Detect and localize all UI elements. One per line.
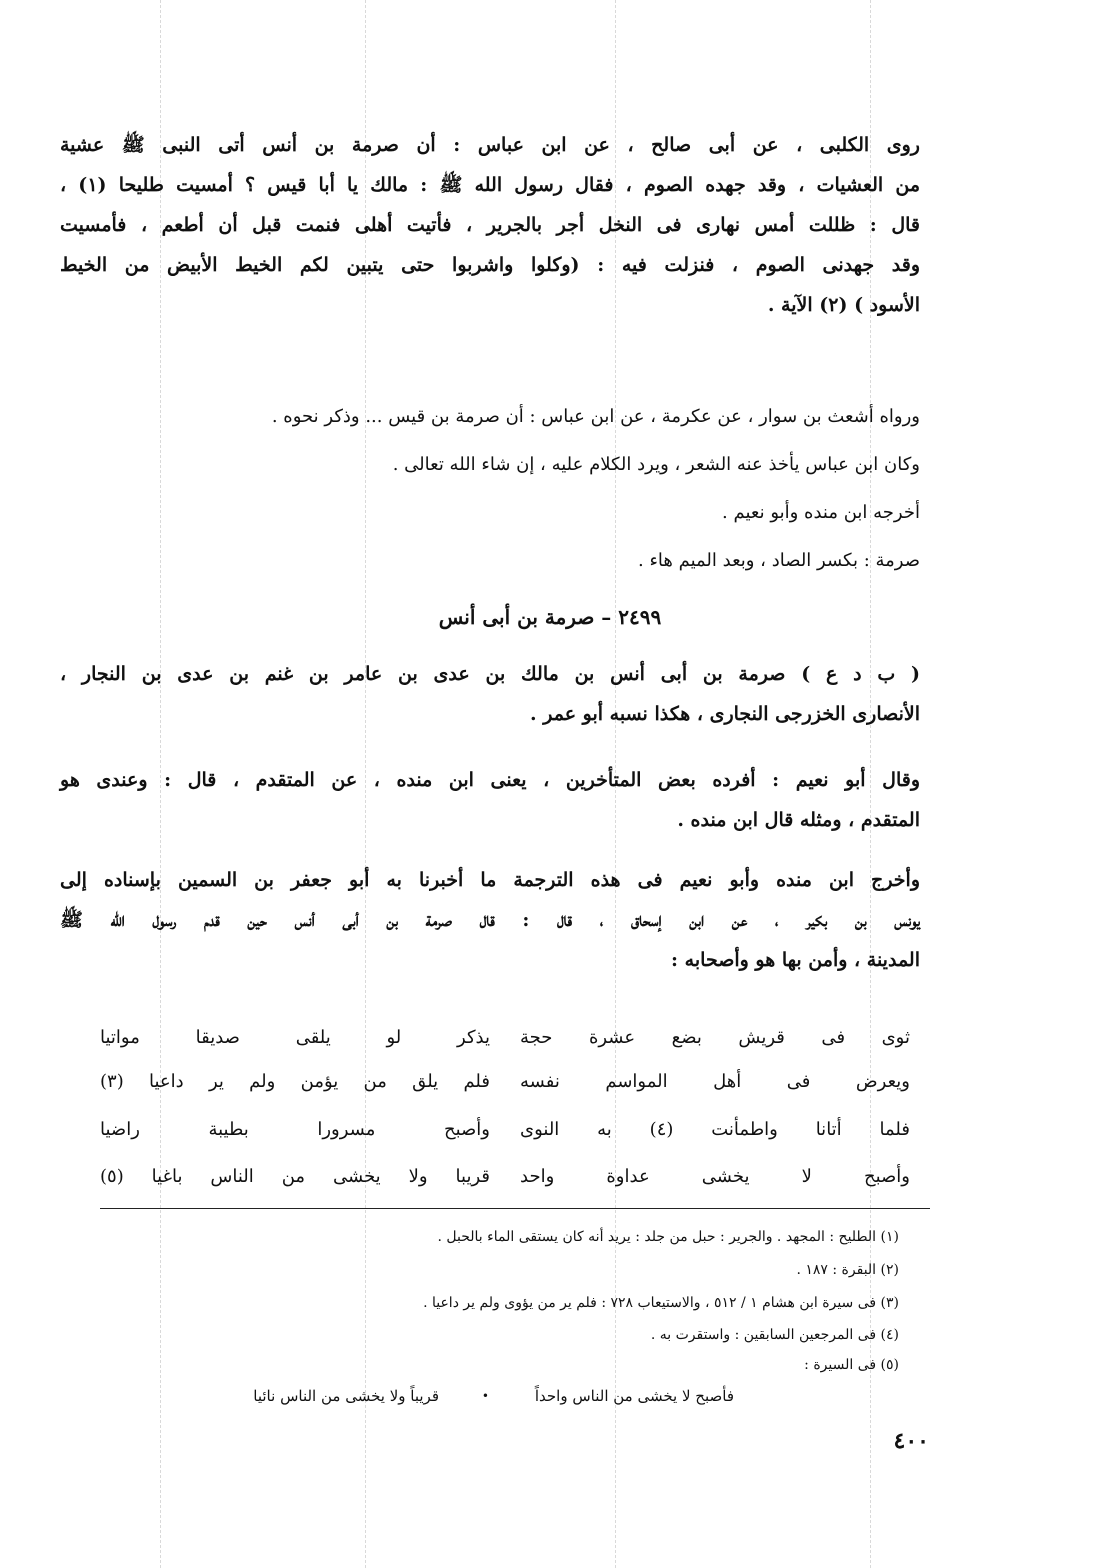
text-line: صرمة : بكسر الصاد ، وبعد الميم هاء . <box>638 550 920 571</box>
text-line: وأخرج ابن منده وأبو نعيم فى هذه الترجمة ما أخبرنا به أبو جعفر بن السمين بإسناده إلى <box>60 869 920 891</box>
page-number: ٤٠٠ <box>893 1428 929 1454</box>
entry-heading: ٢٤٩٩ – صرمة بن أبى أنس <box>438 605 662 629</box>
paragraph-narration <box>60 393 920 585</box>
text-line: الأسود ) (٢) الآية . <box>767 294 920 316</box>
footnote: (١) الطليح : المجهد . والجرير : حبل من جلد : يريد أنه كان يستقى الماء بالحبل . <box>437 1229 899 1245</box>
text-line: من العشيات ، وقد جهده الصوم ، فقال رسول الله ﷺ : مالك يا أبا قيس ؟ أمسيت طليحا (١) ، <box>60 174 920 196</box>
verse-first-hemistich: فلما أتانا واطمأنت (٤) به النوى <box>520 1119 910 1140</box>
text-line: أخرجه ابن منده وأبو نعيم . <box>722 502 920 523</box>
text-line: ( ب د ع ) صرمة بن أبى أنس بن مالك بن عدى بن عامر بن غنم بن عدى بن النجار ، <box>60 663 920 685</box>
text-line: روى الكلبى ، عن أبى صالح ، عن ابن عباس : أن صرمة بن أنس أتى النبى ﷺ عشية <box>60 134 920 156</box>
footnote: (٣) فى سيرة ابن هشام ١ / ٥١٢ ، والاستيعاب ٧٢٨ : فلم ير من يؤوى ولم ير داعيا . <box>423 1295 899 1311</box>
verse-separator-dot: • <box>481 1389 489 1403</box>
verse-second-hemistich: قريبا ولا يخشى من الناس باغيا (٥) <box>100 1166 490 1187</box>
poem-verse <box>100 1060 910 1104</box>
poem-verse <box>100 1016 910 1060</box>
text-line: وقد جهدنى الصوم ، فنزلت فيه : (وكلوا واشربوا حتى يتبين لكم الخيط الأبيض من الخيط <box>60 254 920 276</box>
paragraph-abu-nuaym <box>60 760 920 840</box>
text-line: المدينة ، وأمن بها هو وأصحابه : <box>671 949 920 971</box>
verse-first-hemistich: ويعرض فى أهل المواسم نفسه <box>520 1071 910 1092</box>
text-line: يونس بن بكير ، عن ابن إسحاق ، قال : قال صرمة بن أبى أنس حين قدم رسول الله ﷺ <box>60 909 920 931</box>
footnote-verse-first: فأصبح لا يخشى من الناس واحداً <box>534 1387 734 1405</box>
text-line: وقال أبو نعيم : أفرده بعض المتأخرين ، يعنى ابن منده ، عن المتقدم ، قال : وعندى هو <box>60 769 920 791</box>
text-line: الأنصارى الخزرجى النجارى ، هكذا نسبه أبو عمر . <box>530 703 920 725</box>
verse-second-hemistich: فلم يلق من يؤمن ولم ير داعيا (٣) <box>100 1071 490 1092</box>
verse-first-hemistich: ثوى فى قريش بضع عشرة حجة <box>520 1027 910 1048</box>
paragraph-hadith <box>60 125 920 325</box>
verse-second-hemistich: يذكر لو يلقى صديقا مواتيا <box>100 1027 490 1048</box>
text-line: قال : ظللت أمس نهارى فى النخل أجر بالجرير ، فأتيت أهلى فنمت قبل أن أطعم ، فأمسيت <box>60 214 920 236</box>
footnote: (٢) البقرة : ١٨٧ . <box>796 1262 899 1278</box>
footnote: (٥) فى السيرة : <box>804 1357 899 1373</box>
paragraph-lineage <box>60 654 920 734</box>
footnote-verse-second: قريباً ولا يخشى من الناس نائيا <box>253 1387 439 1405</box>
text-line: المتقدم ، ومثله قال ابن منده . <box>677 809 920 831</box>
footnote-separator <box>100 1208 930 1209</box>
verse-first-hemistich: وأصبح لا يخشى عداوة واحد <box>520 1166 910 1187</box>
poem-verse <box>100 1155 910 1199</box>
text-line: ورواه أشعث بن سوار ، عن عكرمة ، عن ابن عباس : أن صرمة بن قيس ... وذكر نحوه . <box>271 406 920 427</box>
verse-second-hemistich: وأصبح مسرورا بطيبة راضيا <box>100 1119 490 1140</box>
text-line: وكان ابن عباس يأخذ عنه الشعر ، ويرد الكلام عليه ، إن شاء الله تعالى . <box>392 454 920 475</box>
poem-verse <box>100 1108 910 1152</box>
footnote: (٤) فى المرجعين السابقين : واستقرت به . <box>650 1327 899 1343</box>
paragraph-isnad <box>60 860 920 980</box>
